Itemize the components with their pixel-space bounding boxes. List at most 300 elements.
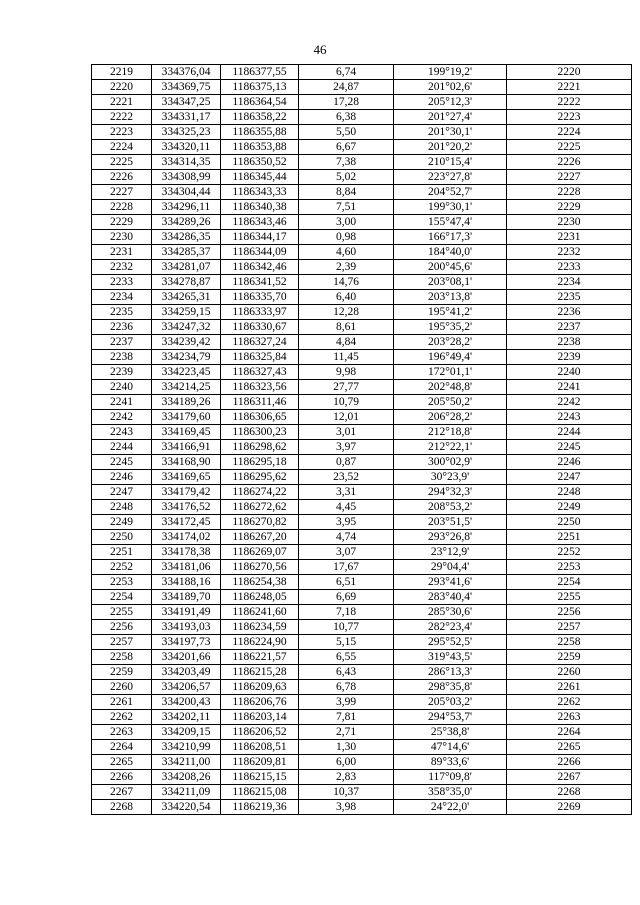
bearing-cell: 30°23,9' xyxy=(394,470,507,485)
next-point-cell: 2256 xyxy=(507,605,632,620)
table-row xyxy=(92,515,632,530)
table-row xyxy=(92,485,632,500)
point-number-cell: 2236 xyxy=(92,320,152,335)
y-coordinate-cell: 1186295,62 xyxy=(221,470,299,485)
point-number-cell: 2231 xyxy=(92,245,152,260)
x-coordinate-cell: 334202,11 xyxy=(152,710,221,725)
y-coordinate-cell: 1186269,07 xyxy=(221,545,299,560)
point-number-cell: 2254 xyxy=(92,590,152,605)
next-point-cell: 2239 xyxy=(507,350,632,365)
bearing-cell: 155°47,4' xyxy=(394,215,507,230)
point-number-cell: 2241 xyxy=(92,395,152,410)
y-coordinate-cell: 1186343,46 xyxy=(221,215,299,230)
next-point-cell: 2259 xyxy=(507,650,632,665)
point-number-cell: 2223 xyxy=(92,125,152,140)
x-coordinate-cell: 334320,11 xyxy=(152,140,221,155)
y-coordinate-cell: 1186224,90 xyxy=(221,635,299,650)
bearing-cell: 203°28,2' xyxy=(394,335,507,350)
table-row xyxy=(92,500,632,515)
x-coordinate-cell: 334247,32 xyxy=(152,320,221,335)
distance-cell: 4,60 xyxy=(299,245,394,260)
x-coordinate-cell: 334169,65 xyxy=(152,470,221,485)
table-row xyxy=(92,95,632,110)
y-coordinate-cell: 1186254,38 xyxy=(221,575,299,590)
bearing-cell: 283°40,4' xyxy=(394,590,507,605)
y-coordinate-cell: 1186306,65 xyxy=(221,410,299,425)
x-coordinate-cell: 334172,45 xyxy=(152,515,221,530)
bearing-cell: 293°41,6' xyxy=(394,575,507,590)
distance-cell: 14,76 xyxy=(299,275,394,290)
point-number-cell: 2248 xyxy=(92,500,152,515)
y-coordinate-cell: 1186311,46 xyxy=(221,395,299,410)
table-row xyxy=(92,440,632,455)
table-row xyxy=(92,170,632,185)
bearing-cell: 293°26,8' xyxy=(394,530,507,545)
distance-cell: 0,87 xyxy=(299,455,394,470)
point-number-cell: 2240 xyxy=(92,380,152,395)
x-coordinate-cell: 334206,57 xyxy=(152,680,221,695)
x-coordinate-cell: 334200,43 xyxy=(152,695,221,710)
y-coordinate-cell: 1186206,76 xyxy=(221,695,299,710)
y-coordinate-cell: 1186343,33 xyxy=(221,185,299,200)
x-coordinate-cell: 334278,87 xyxy=(152,275,221,290)
table-row xyxy=(92,200,632,215)
table-row xyxy=(92,545,632,560)
y-coordinate-cell: 1186215,15 xyxy=(221,770,299,785)
y-coordinate-cell: 1186327,43 xyxy=(221,365,299,380)
table-row xyxy=(92,380,632,395)
point-number-cell: 2261 xyxy=(92,695,152,710)
distance-cell: 6,00 xyxy=(299,755,394,770)
table-row xyxy=(92,305,632,320)
y-coordinate-cell: 1186209,63 xyxy=(221,680,299,695)
x-coordinate-cell: 334176,52 xyxy=(152,500,221,515)
bearing-cell: 294°32,3' xyxy=(394,485,507,500)
bearing-cell: 205°50,2' xyxy=(394,395,507,410)
table-body xyxy=(92,65,632,815)
next-point-cell: 2231 xyxy=(507,230,632,245)
table-row xyxy=(92,185,632,200)
bearing-cell: 166°17,3' xyxy=(394,230,507,245)
next-point-cell: 2255 xyxy=(507,590,632,605)
y-coordinate-cell: 1186234,59 xyxy=(221,620,299,635)
y-coordinate-cell: 1186295,18 xyxy=(221,455,299,470)
bearing-cell: 210°15,4' xyxy=(394,155,507,170)
table-row xyxy=(92,680,632,695)
distance-cell: 3,31 xyxy=(299,485,394,500)
next-point-cell: 2221 xyxy=(507,80,632,95)
bearing-cell: 200°45,6' xyxy=(394,260,507,275)
point-number-cell: 2258 xyxy=(92,650,152,665)
point-number-cell: 2244 xyxy=(92,440,152,455)
y-coordinate-cell: 1186215,08 xyxy=(221,785,299,800)
next-point-cell: 2254 xyxy=(507,575,632,590)
x-coordinate-cell: 334331,17 xyxy=(152,110,221,125)
y-coordinate-cell: 1186377,55 xyxy=(221,65,299,80)
y-coordinate-cell: 1186203,14 xyxy=(221,710,299,725)
distance-cell: 6,67 xyxy=(299,140,394,155)
table-row xyxy=(92,425,632,440)
point-number-cell: 2245 xyxy=(92,455,152,470)
table-row xyxy=(92,290,632,305)
table-row xyxy=(92,800,632,815)
x-coordinate-cell: 334211,00 xyxy=(152,755,221,770)
next-point-cell: 2238 xyxy=(507,335,632,350)
next-point-cell: 2230 xyxy=(507,215,632,230)
bearing-cell: 195°41,2' xyxy=(394,305,507,320)
bearing-cell: 203°51,5' xyxy=(394,515,507,530)
distance-cell: 3,01 xyxy=(299,425,394,440)
table-row xyxy=(92,275,632,290)
distance-cell: 3,97 xyxy=(299,440,394,455)
x-coordinate-cell: 334166,91 xyxy=(152,440,221,455)
distance-cell: 17,28 xyxy=(299,95,394,110)
table-row xyxy=(92,740,632,755)
next-point-cell: 2245 xyxy=(507,440,632,455)
y-coordinate-cell: 1186364,54 xyxy=(221,95,299,110)
bearing-cell: 206°28,2' xyxy=(394,410,507,425)
next-point-cell: 2266 xyxy=(507,755,632,770)
y-coordinate-cell: 1186358,22 xyxy=(221,110,299,125)
y-coordinate-cell: 1186215,28 xyxy=(221,665,299,680)
point-number-cell: 2221 xyxy=(92,95,152,110)
point-number-cell: 2249 xyxy=(92,515,152,530)
x-coordinate-cell: 334239,42 xyxy=(152,335,221,350)
bearing-cell: 195°35,2' xyxy=(394,320,507,335)
table-row xyxy=(92,140,632,155)
point-number-cell: 2226 xyxy=(92,170,152,185)
y-coordinate-cell: 1186333,97 xyxy=(221,305,299,320)
y-coordinate-cell: 1186325,84 xyxy=(221,350,299,365)
x-coordinate-cell: 334203,49 xyxy=(152,665,221,680)
x-coordinate-cell: 334189,70 xyxy=(152,590,221,605)
x-coordinate-cell: 334210,99 xyxy=(152,740,221,755)
point-number-cell: 2265 xyxy=(92,755,152,770)
next-point-cell: 2269 xyxy=(507,800,632,815)
bearing-cell: 282°23,4' xyxy=(394,620,507,635)
x-coordinate-cell: 334296,11 xyxy=(152,200,221,215)
y-coordinate-cell: 1186330,67 xyxy=(221,320,299,335)
y-coordinate-cell: 1186344,17 xyxy=(221,230,299,245)
bearing-cell: 358°35,0' xyxy=(394,785,507,800)
table-row xyxy=(92,110,632,125)
y-coordinate-cell: 1186298,62 xyxy=(221,440,299,455)
x-coordinate-cell: 334174,02 xyxy=(152,530,221,545)
point-number-cell: 2253 xyxy=(92,575,152,590)
next-point-cell: 2251 xyxy=(507,530,632,545)
table-row xyxy=(92,230,632,245)
distance-cell: 7,81 xyxy=(299,710,394,725)
x-coordinate-cell: 334259,15 xyxy=(152,305,221,320)
distance-cell: 2,71 xyxy=(299,725,394,740)
table-row xyxy=(92,725,632,740)
next-point-cell: 2241 xyxy=(507,380,632,395)
y-coordinate-cell: 1186375,13 xyxy=(221,80,299,95)
point-number-cell: 2242 xyxy=(92,410,152,425)
bearing-cell: 201°27,4' xyxy=(394,110,507,125)
bearing-cell: 212°18,8' xyxy=(394,425,507,440)
x-coordinate-cell: 334191,49 xyxy=(152,605,221,620)
distance-cell: 11,45 xyxy=(299,350,394,365)
next-point-cell: 2257 xyxy=(507,620,632,635)
bearing-cell: 201°30,1' xyxy=(394,125,507,140)
next-point-cell: 2235 xyxy=(507,290,632,305)
distance-cell: 3,07 xyxy=(299,545,394,560)
point-number-cell: 2256 xyxy=(92,620,152,635)
point-number-cell: 2243 xyxy=(92,425,152,440)
table-row xyxy=(92,590,632,605)
table-row xyxy=(92,785,632,800)
y-coordinate-cell: 1186341,52 xyxy=(221,275,299,290)
point-number-cell: 2239 xyxy=(92,365,152,380)
bearing-cell: 184°40,0' xyxy=(394,245,507,260)
x-coordinate-cell: 334220,54 xyxy=(152,800,221,815)
page-number: 46 xyxy=(313,42,327,57)
point-number-cell: 2255 xyxy=(92,605,152,620)
x-coordinate-cell: 334169,45 xyxy=(152,425,221,440)
distance-cell: 7,38 xyxy=(299,155,394,170)
x-coordinate-cell: 334286,35 xyxy=(152,230,221,245)
y-coordinate-cell: 1186248,05 xyxy=(221,590,299,605)
distance-cell: 3,00 xyxy=(299,215,394,230)
y-coordinate-cell: 1186221,57 xyxy=(221,650,299,665)
next-point-cell: 2260 xyxy=(507,665,632,680)
table-row xyxy=(92,125,632,140)
y-coordinate-cell: 1186206,52 xyxy=(221,725,299,740)
point-number-cell: 2238 xyxy=(92,350,152,365)
distance-cell: 10,37 xyxy=(299,785,394,800)
distance-cell: 10,79 xyxy=(299,395,394,410)
x-coordinate-cell: 334179,42 xyxy=(152,485,221,500)
bearing-cell: 286°13,3' xyxy=(394,665,507,680)
y-coordinate-cell: 1186323,56 xyxy=(221,380,299,395)
point-number-cell: 2257 xyxy=(92,635,152,650)
distance-cell: 6,74 xyxy=(299,65,394,80)
table-row xyxy=(92,80,632,95)
x-coordinate-cell: 334325,23 xyxy=(152,125,221,140)
x-coordinate-cell: 334211,09 xyxy=(152,785,221,800)
bearing-cell: 212°22,1' xyxy=(394,440,507,455)
distance-cell: 6,78 xyxy=(299,680,394,695)
bearing-cell: 196°49,4' xyxy=(394,350,507,365)
x-coordinate-cell: 334347,25 xyxy=(152,95,221,110)
distance-cell: 17,67 xyxy=(299,560,394,575)
point-number-cell: 2235 xyxy=(92,305,152,320)
point-number-cell: 2229 xyxy=(92,215,152,230)
table-row xyxy=(92,335,632,350)
x-coordinate-cell: 334214,25 xyxy=(152,380,221,395)
bearing-cell: 23°12,9' xyxy=(394,545,507,560)
y-coordinate-cell: 1186345,44 xyxy=(221,170,299,185)
distance-cell: 6,38 xyxy=(299,110,394,125)
x-coordinate-cell: 334314,35 xyxy=(152,155,221,170)
y-coordinate-cell: 1186327,24 xyxy=(221,335,299,350)
x-coordinate-cell: 334281,07 xyxy=(152,260,221,275)
point-number-cell: 2222 xyxy=(92,110,152,125)
bearing-cell: 203°13,8' xyxy=(394,290,507,305)
point-number-cell: 2246 xyxy=(92,470,152,485)
distance-cell: 6,51 xyxy=(299,575,394,590)
distance-cell: 4,45 xyxy=(299,500,394,515)
point-number-cell: 2260 xyxy=(92,680,152,695)
bearing-cell: 117°09,8' xyxy=(394,770,507,785)
bearing-cell: 223°27,8' xyxy=(394,170,507,185)
bearing-cell: 285°30,6' xyxy=(394,605,507,620)
next-point-cell: 2244 xyxy=(507,425,632,440)
next-point-cell: 2228 xyxy=(507,185,632,200)
bearing-cell: 204°52,7' xyxy=(394,185,507,200)
table-row xyxy=(92,155,632,170)
distance-cell: 8,84 xyxy=(299,185,394,200)
bearing-cell: 89°33,6' xyxy=(394,755,507,770)
distance-cell: 10,77 xyxy=(299,620,394,635)
bearing-cell: 205°03,2' xyxy=(394,695,507,710)
y-coordinate-cell: 1186241,60 xyxy=(221,605,299,620)
y-coordinate-cell: 1186274,22 xyxy=(221,485,299,500)
distance-cell: 5,50 xyxy=(299,125,394,140)
table-row xyxy=(92,575,632,590)
point-number-cell: 2251 xyxy=(92,545,152,560)
y-coordinate-cell: 1186340,38 xyxy=(221,200,299,215)
next-point-cell: 2247 xyxy=(507,470,632,485)
table-row xyxy=(92,665,632,680)
distance-cell: 4,84 xyxy=(299,335,394,350)
x-coordinate-cell: 334179,60 xyxy=(152,410,221,425)
next-point-cell: 2268 xyxy=(507,785,632,800)
distance-cell: 2,39 xyxy=(299,260,394,275)
point-number-cell: 2230 xyxy=(92,230,152,245)
next-point-cell: 2236 xyxy=(507,305,632,320)
bearing-cell: 295°52,5' xyxy=(394,635,507,650)
table-row xyxy=(92,215,632,230)
bearing-cell: 172°01,1' xyxy=(394,365,507,380)
next-point-cell: 2220 xyxy=(507,65,632,80)
x-coordinate-cell: 334234,79 xyxy=(152,350,221,365)
distance-cell: 3,99 xyxy=(299,695,394,710)
y-coordinate-cell: 1186219,36 xyxy=(221,800,299,815)
next-point-cell: 2246 xyxy=(507,455,632,470)
point-number-cell: 2233 xyxy=(92,275,152,290)
next-point-cell: 2223 xyxy=(507,110,632,125)
point-number-cell: 2259 xyxy=(92,665,152,680)
next-point-cell: 2263 xyxy=(507,710,632,725)
x-coordinate-cell: 334209,15 xyxy=(152,725,221,740)
next-point-cell: 2242 xyxy=(507,395,632,410)
bearing-cell: 201°02,6' xyxy=(394,80,507,95)
next-point-cell: 2229 xyxy=(507,200,632,215)
point-number-cell: 2232 xyxy=(92,260,152,275)
point-number-cell: 2220 xyxy=(92,80,152,95)
point-number-cell: 2247 xyxy=(92,485,152,500)
point-number-cell: 2267 xyxy=(92,785,152,800)
x-coordinate-cell: 334285,37 xyxy=(152,245,221,260)
distance-cell: 4,74 xyxy=(299,530,394,545)
point-number-cell: 2237 xyxy=(92,335,152,350)
distance-cell: 6,43 xyxy=(299,665,394,680)
point-number-cell: 2227 xyxy=(92,185,152,200)
distance-cell: 23,52 xyxy=(299,470,394,485)
x-coordinate-cell: 334189,26 xyxy=(152,395,221,410)
y-coordinate-cell: 1186272,62 xyxy=(221,500,299,515)
bearing-cell: 203°08,1' xyxy=(394,275,507,290)
bearing-cell: 205°12,3' xyxy=(394,95,507,110)
x-coordinate-cell: 334308,99 xyxy=(152,170,221,185)
distance-cell: 12,28 xyxy=(299,305,394,320)
x-coordinate-cell: 334289,26 xyxy=(152,215,221,230)
next-point-cell: 2261 xyxy=(507,680,632,695)
next-point-cell: 2267 xyxy=(507,770,632,785)
distance-cell: 3,95 xyxy=(299,515,394,530)
y-coordinate-cell: 1186208,51 xyxy=(221,740,299,755)
x-coordinate-cell: 334376,04 xyxy=(152,65,221,80)
point-number-cell: 2264 xyxy=(92,740,152,755)
distance-cell: 2,83 xyxy=(299,770,394,785)
y-coordinate-cell: 1186335,70 xyxy=(221,290,299,305)
bearing-cell: 319°43,5' xyxy=(394,650,507,665)
y-coordinate-cell: 1186350,52 xyxy=(221,155,299,170)
table-row xyxy=(92,650,632,665)
next-point-cell: 2222 xyxy=(507,95,632,110)
point-number-cell: 2268 xyxy=(92,800,152,815)
table-row xyxy=(92,395,632,410)
bearing-cell: 47°14,6' xyxy=(394,740,507,755)
point-number-cell: 2219 xyxy=(92,65,152,80)
table-row xyxy=(92,455,632,470)
next-point-cell: 2252 xyxy=(507,545,632,560)
table-row xyxy=(92,560,632,575)
x-coordinate-cell: 334168,90 xyxy=(152,455,221,470)
y-coordinate-cell: 1186270,56 xyxy=(221,560,299,575)
table-row xyxy=(92,410,632,425)
bearing-cell: 24°22,0' xyxy=(394,800,507,815)
distance-cell: 5,02 xyxy=(299,170,394,185)
next-point-cell: 2237 xyxy=(507,320,632,335)
x-coordinate-cell: 334265,31 xyxy=(152,290,221,305)
bearing-cell: 294°53,7' xyxy=(394,710,507,725)
distance-cell: 6,69 xyxy=(299,590,394,605)
next-point-cell: 2265 xyxy=(507,740,632,755)
table-row xyxy=(92,695,632,710)
table-row xyxy=(92,365,632,380)
coordinates-table xyxy=(91,64,632,815)
point-number-cell: 2228 xyxy=(92,200,152,215)
y-coordinate-cell: 1186270,82 xyxy=(221,515,299,530)
next-point-cell: 2262 xyxy=(507,695,632,710)
next-point-cell: 2224 xyxy=(507,125,632,140)
table-row xyxy=(92,350,632,365)
table-row xyxy=(92,710,632,725)
y-coordinate-cell: 1186209,81 xyxy=(221,755,299,770)
next-point-cell: 2234 xyxy=(507,275,632,290)
point-number-cell: 2225 xyxy=(92,155,152,170)
next-point-cell: 2227 xyxy=(507,170,632,185)
distance-cell: 27,77 xyxy=(299,380,394,395)
y-coordinate-cell: 1186267,20 xyxy=(221,530,299,545)
distance-cell: 9,98 xyxy=(299,365,394,380)
point-number-cell: 2224 xyxy=(92,140,152,155)
bearing-cell: 25°38,8' xyxy=(394,725,507,740)
distance-cell: 7,18 xyxy=(299,605,394,620)
next-point-cell: 2253 xyxy=(507,560,632,575)
x-coordinate-cell: 334223,45 xyxy=(152,365,221,380)
distance-cell: 0,98 xyxy=(299,230,394,245)
distance-cell: 6,55 xyxy=(299,650,394,665)
bearing-cell: 300°02,9' xyxy=(394,455,507,470)
next-point-cell: 2225 xyxy=(507,140,632,155)
table-row xyxy=(92,470,632,485)
x-coordinate-cell: 334181,06 xyxy=(152,560,221,575)
x-coordinate-cell: 334178,38 xyxy=(152,545,221,560)
